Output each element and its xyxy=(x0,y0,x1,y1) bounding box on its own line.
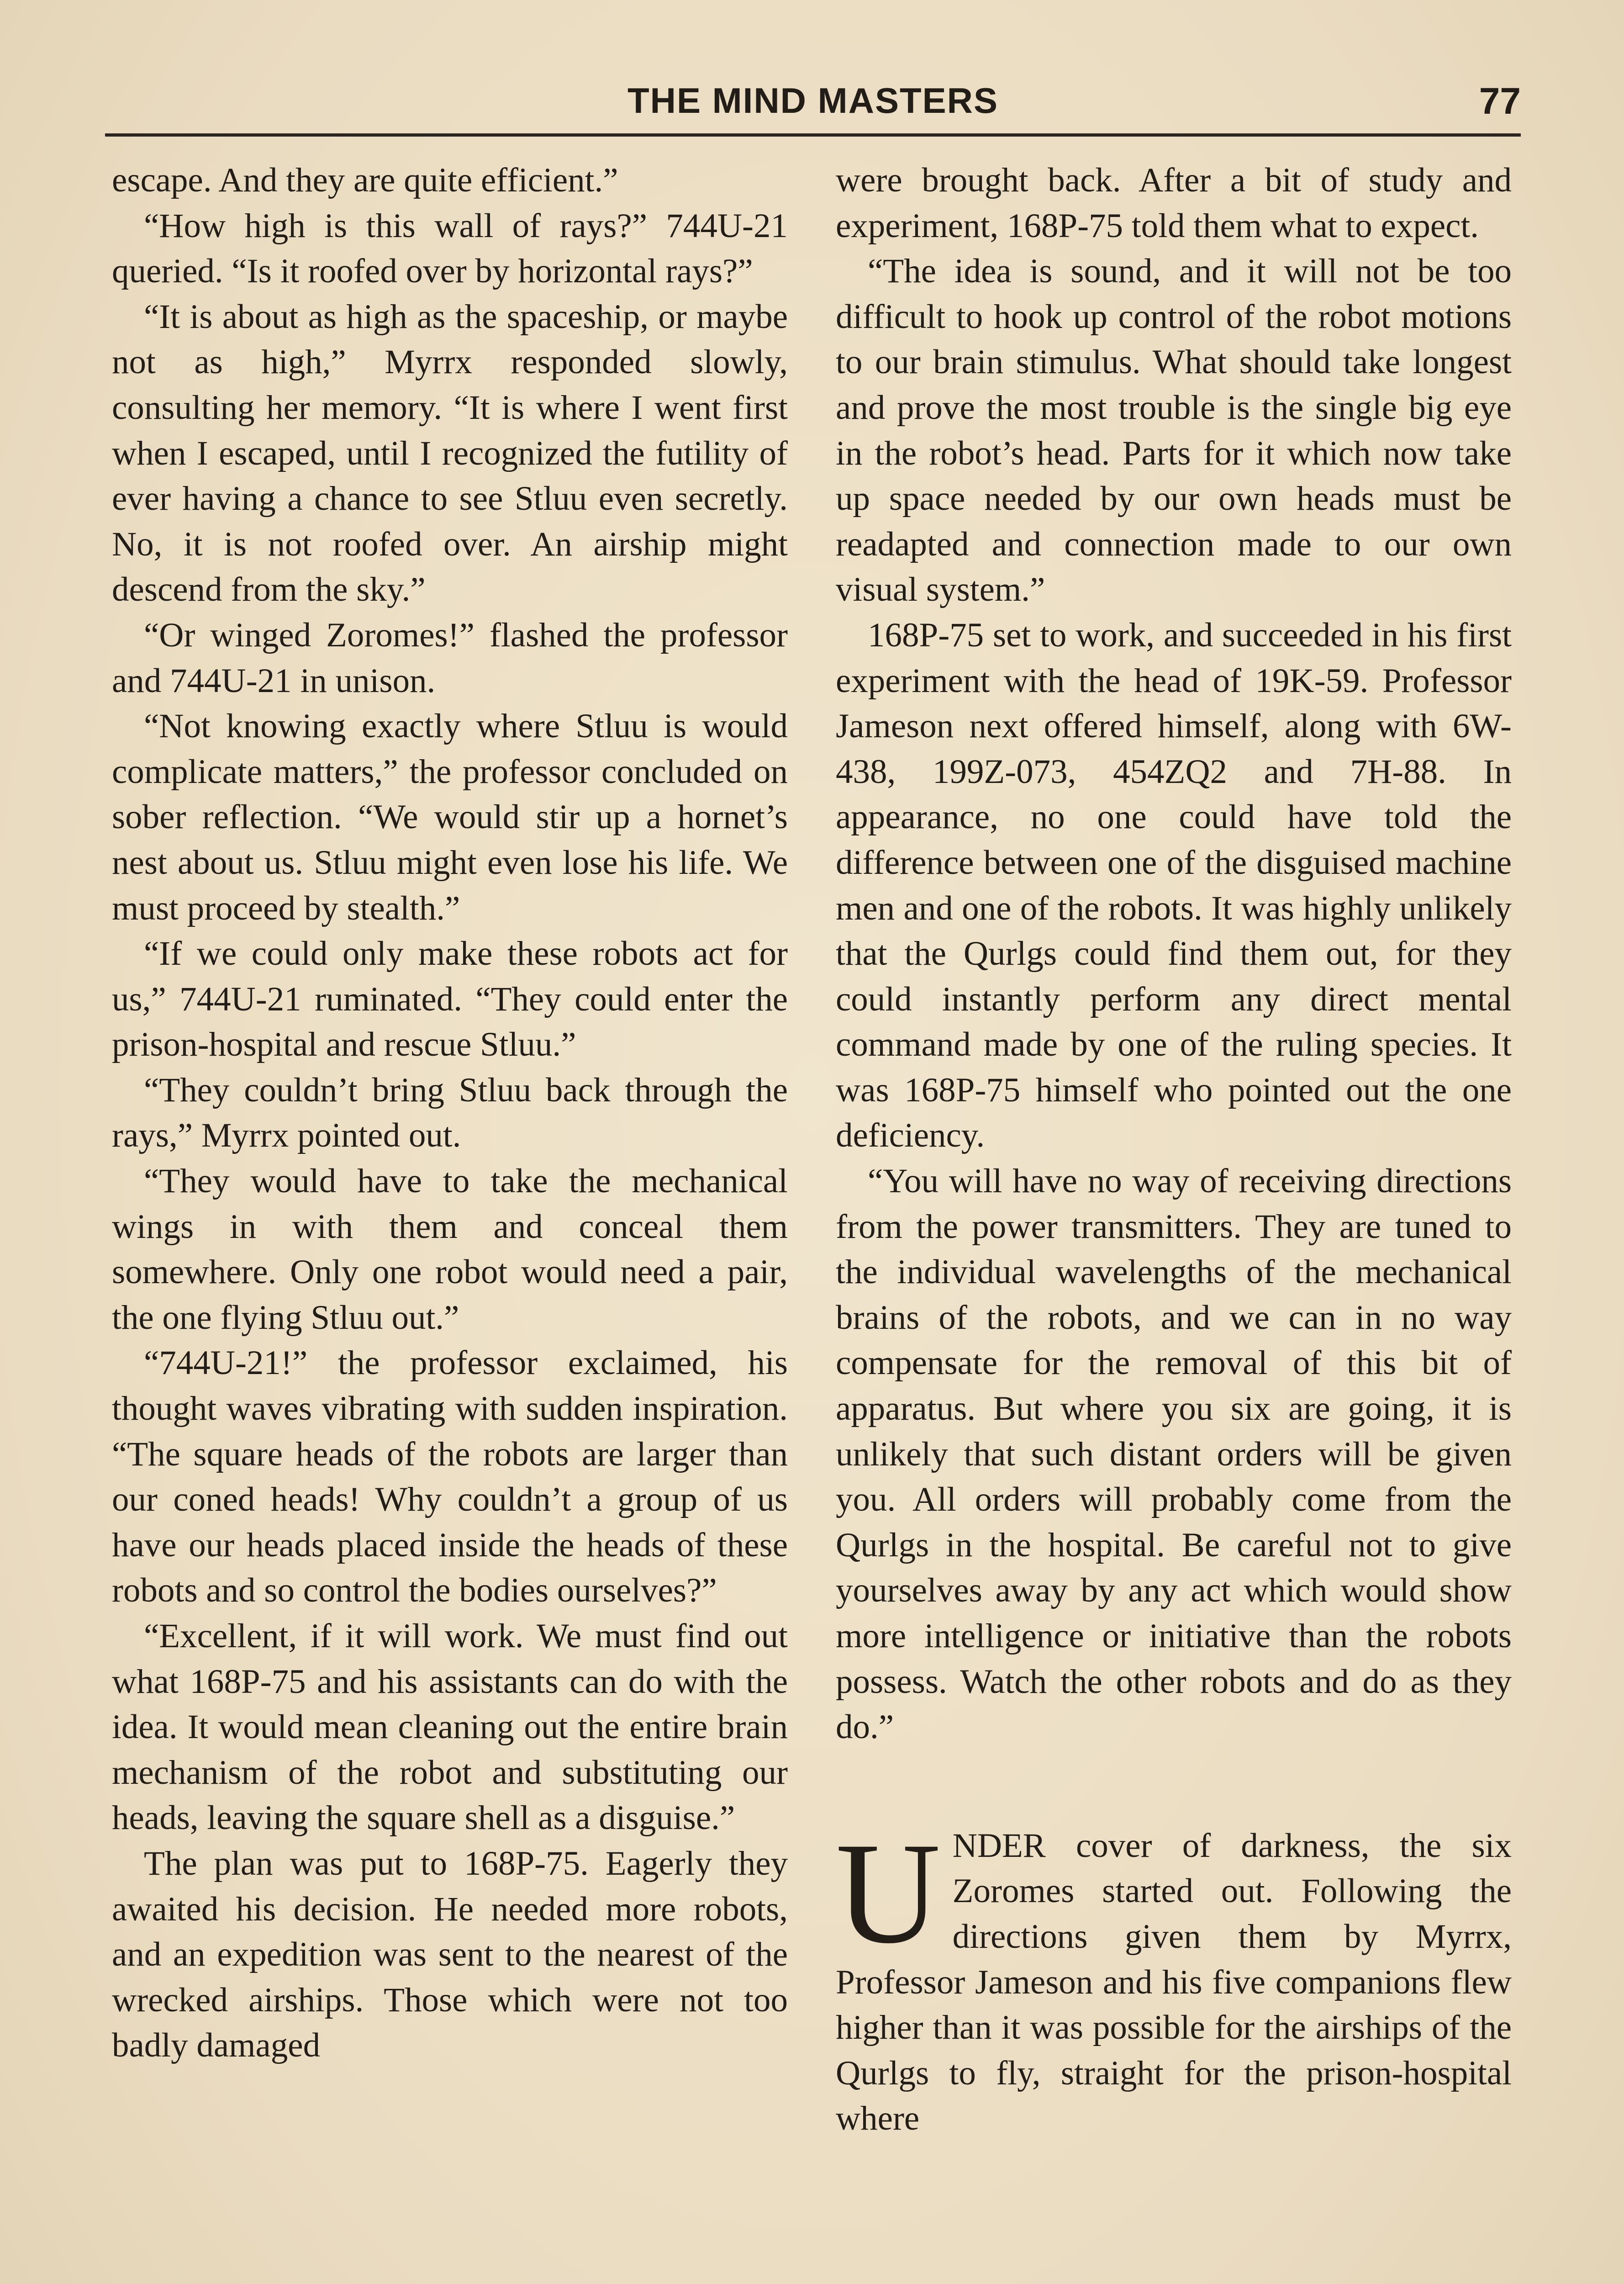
paragraph: “Excellent, if it will work. We must find out what 168P-75 and his assistants can do with the idea. It would mean cleaning out the entire brain mechanism of the robot and substituting our heads, leaving the square shell as a disguise.” xyxy=(112,1617,788,1837)
paragraph: “Not knowing exactly where Stluu is would complicate matters,” the professor concluded on sober reflection. “We would stir up a hornet’s nest about us. Stluu might even lose his life. We must proceed by stealth.” xyxy=(112,707,788,927)
paragraph: “The idea is sound, and it will not be too difficult to hook up control of the robot motions to our brain stimulus. What should take longest and prove the most trouble is the single big eye in the robot’s head. Parts for it which now take up space needed by our own heads must be readapted and connection made to our own visual system.” xyxy=(836,252,1512,609)
page-header xyxy=(105,80,1521,130)
paragraph: “744U-21!” the professor exclaimed, his thought waves vibrating with sudden inspiration. “The square heads of the robots are larger than our coned heads! Why couldn’t a group of us have our heads placed inside the heads of these robots and so control the bodies ourselves?” xyxy=(112,1344,788,1610)
paragraph: “They couldn’t bring Stluu back through the rays,” Myrrx pointed out. xyxy=(112,1071,788,1155)
page-number: 77 xyxy=(1479,80,1521,122)
section-break xyxy=(836,1750,1512,1823)
drop-cap: U xyxy=(836,1812,941,1973)
paragraph: The plan was put to 168P-75. Eagerly they awaited his decision. He needed more robots, and an expedition was sent to the nearest of the wrecked airships. Those which were not too badly damaged xyxy=(112,1844,788,2065)
left-column xyxy=(112,158,788,2068)
paragraph: “You will have no way of receiving directions from the power transmitters. They are tuned to the individual wavelengths of the mechanical brains of the robots, and we can in no way compensate for the removal of this bit of apparatus. But where you six are going, it is unlikely that such distant orders will be given you. All orders will probably come from the Qurlgs in the hospital. Be careful not to give yourselves away by any act which would show more intelligence or initiative than the robots possess. Watch the other robots and do as they do.” xyxy=(836,1162,1512,1746)
paragraph: “If we could only make these robots act for us,” 744U-21 ruminated. “They could enter the prison-hospital and rescue Stluu.” xyxy=(112,935,788,1064)
paragraph: “How high is this wall of rays?” 744U-21 queried. “Is it roofed over by horizontal rays?” xyxy=(112,206,788,291)
running-title: THE MIND MASTERS xyxy=(627,80,998,121)
opening-word: NDER xyxy=(952,1826,1046,1865)
paragraph: escape. And they are quite efficient.” xyxy=(112,161,618,199)
section-opening-paragraph xyxy=(836,1812,1512,2141)
right-column xyxy=(836,158,1512,2141)
paragraph: “Or winged Zoromes!” flashed the professor and 744U-21 in unison. xyxy=(112,616,788,700)
paragraph: “They would have to take the mechanical wings in with them and conceal them somewhere. Only one robot would need a pair, the one flying Stluu out.” xyxy=(112,1162,788,1337)
paragraph: were brought back. After a bit of study and experiment, 168P-75 told them what to expect. xyxy=(836,161,1512,245)
section-text: cover of darkness, the six Zoromes started out. Following the directions given them by Myrrx, Professor Jameson and his five companions flew higher than it was possible for the airships of the Qurlgs to fly, straight for the prison-hospital where xyxy=(836,1826,1512,2138)
paragraph: 168P-75 set to work, and succeeded in his first experiment with the head of 19K-59. Professor Jameson next offered himself, along with 6W-438, 199Z-073, 454ZQ2 and 7H-88. In appearance, no one could have told the difference between one of the disguised machine men and one of the robots. It was highly unlikely that the Qurlgs could find them out, for they could instantly perform any direct mental command made by one of the ruling species. It was 168P-75 himself who pointed out the one deficiency. xyxy=(836,616,1512,1155)
paragraph: “It is about as high as the spaceship, or maybe not as high,” Myrrx responded slowly, consulting her memory. “It is where I went first when I escaped, until I recognized the futility of ever having a chance to see Stluu even secretly. No, it is not roofed over. An airship might descend from the sky.” xyxy=(112,297,788,609)
header-rule xyxy=(105,133,1521,137)
